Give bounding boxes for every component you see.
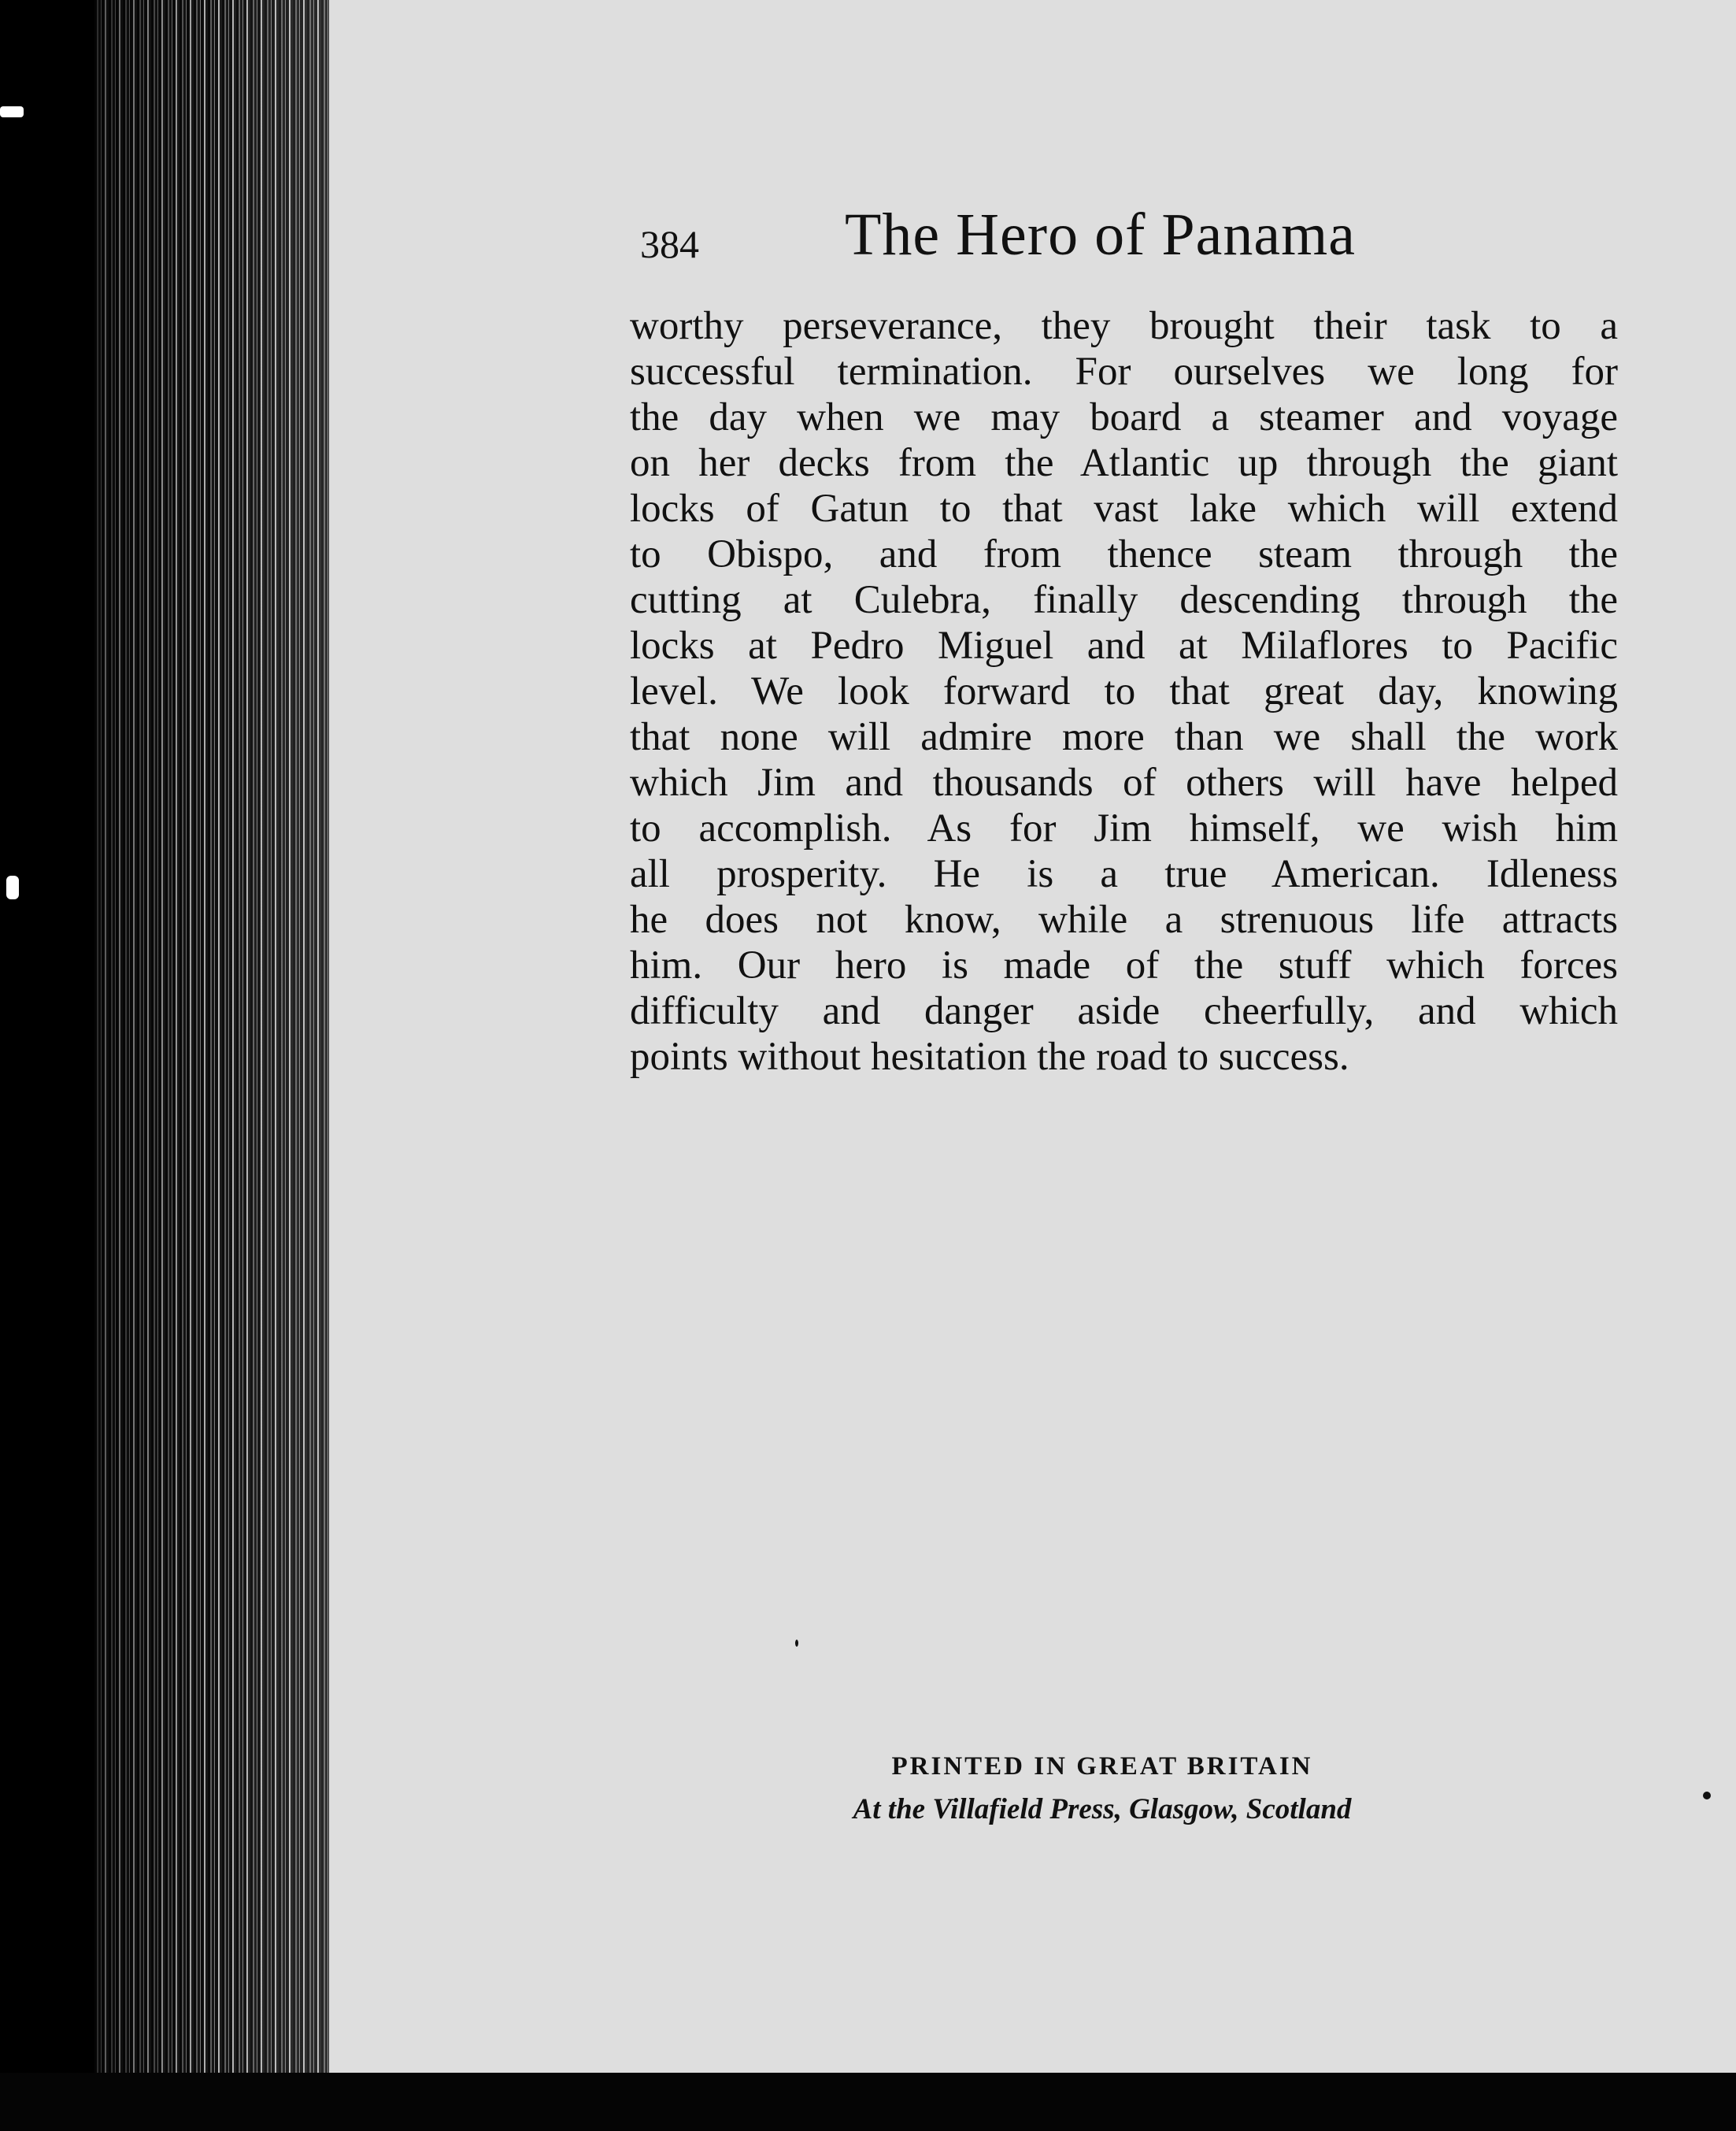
scan-artifact-mark <box>0 106 24 117</box>
scan-bottom-border <box>0 2073 1736 2131</box>
page-number: 384 <box>640 222 699 266</box>
text-line: he does not know, while a strenuous life attracts <box>630 898 1618 942</box>
text-line: him. Our hero is made of the stuff which forces <box>630 943 1618 988</box>
text-line: difficulty and danger aside cheerfully, and which <box>630 989 1618 1033</box>
text-line: cutting at Culebra, finally descending through the <box>630 578 1618 622</box>
text-line: successful termination. For ourselves we long for <box>630 350 1618 394</box>
text-line: level. We look forward to that great day, knowing <box>630 669 1618 713</box>
dust-speck <box>1703 1792 1711 1799</box>
text-line: to accomplish. As for Jim himself, we wish him <box>630 806 1618 851</box>
text-line: points without hesitation the road to success. <box>630 1035 1349 1079</box>
dust-speck <box>795 1640 798 1647</box>
page-header <box>640 201 1427 287</box>
text-line: worthy perseverance, they brought their task to a <box>630 304 1618 348</box>
text-line: which Jim and thousands of others will have helped <box>630 761 1618 805</box>
text-line: locks at Pedro Miguel and at Milaflores to Pacific <box>630 624 1618 668</box>
running-title: The Hero of Panama <box>845 202 1356 268</box>
text-line: on her decks from the Atlantic up through the giant <box>630 441 1618 485</box>
text-line: all prosperity. He is a true American. Idleness <box>630 852 1618 896</box>
body-paragraph <box>630 303 1618 1080</box>
text-line: locks of Gatun to that vast lake which will extend <box>630 487 1618 531</box>
book-page-edges <box>94 0 354 2079</box>
text-line: the day when we may board a steamer and voyage <box>630 395 1618 439</box>
scan-artifact-mark <box>6 876 19 899</box>
text-line: to Obispo, and from thence steam through the <box>630 532 1618 576</box>
press-imprint: At the Villafield Press, Glasgow, Scotland <box>853 1793 1352 1825</box>
printer-imprint: PRINTED IN GREAT BRITAIN <box>891 1752 1313 1781</box>
text-line: that none will admire more than we shall the work <box>630 715 1618 759</box>
colophon <box>756 1752 1449 1826</box>
